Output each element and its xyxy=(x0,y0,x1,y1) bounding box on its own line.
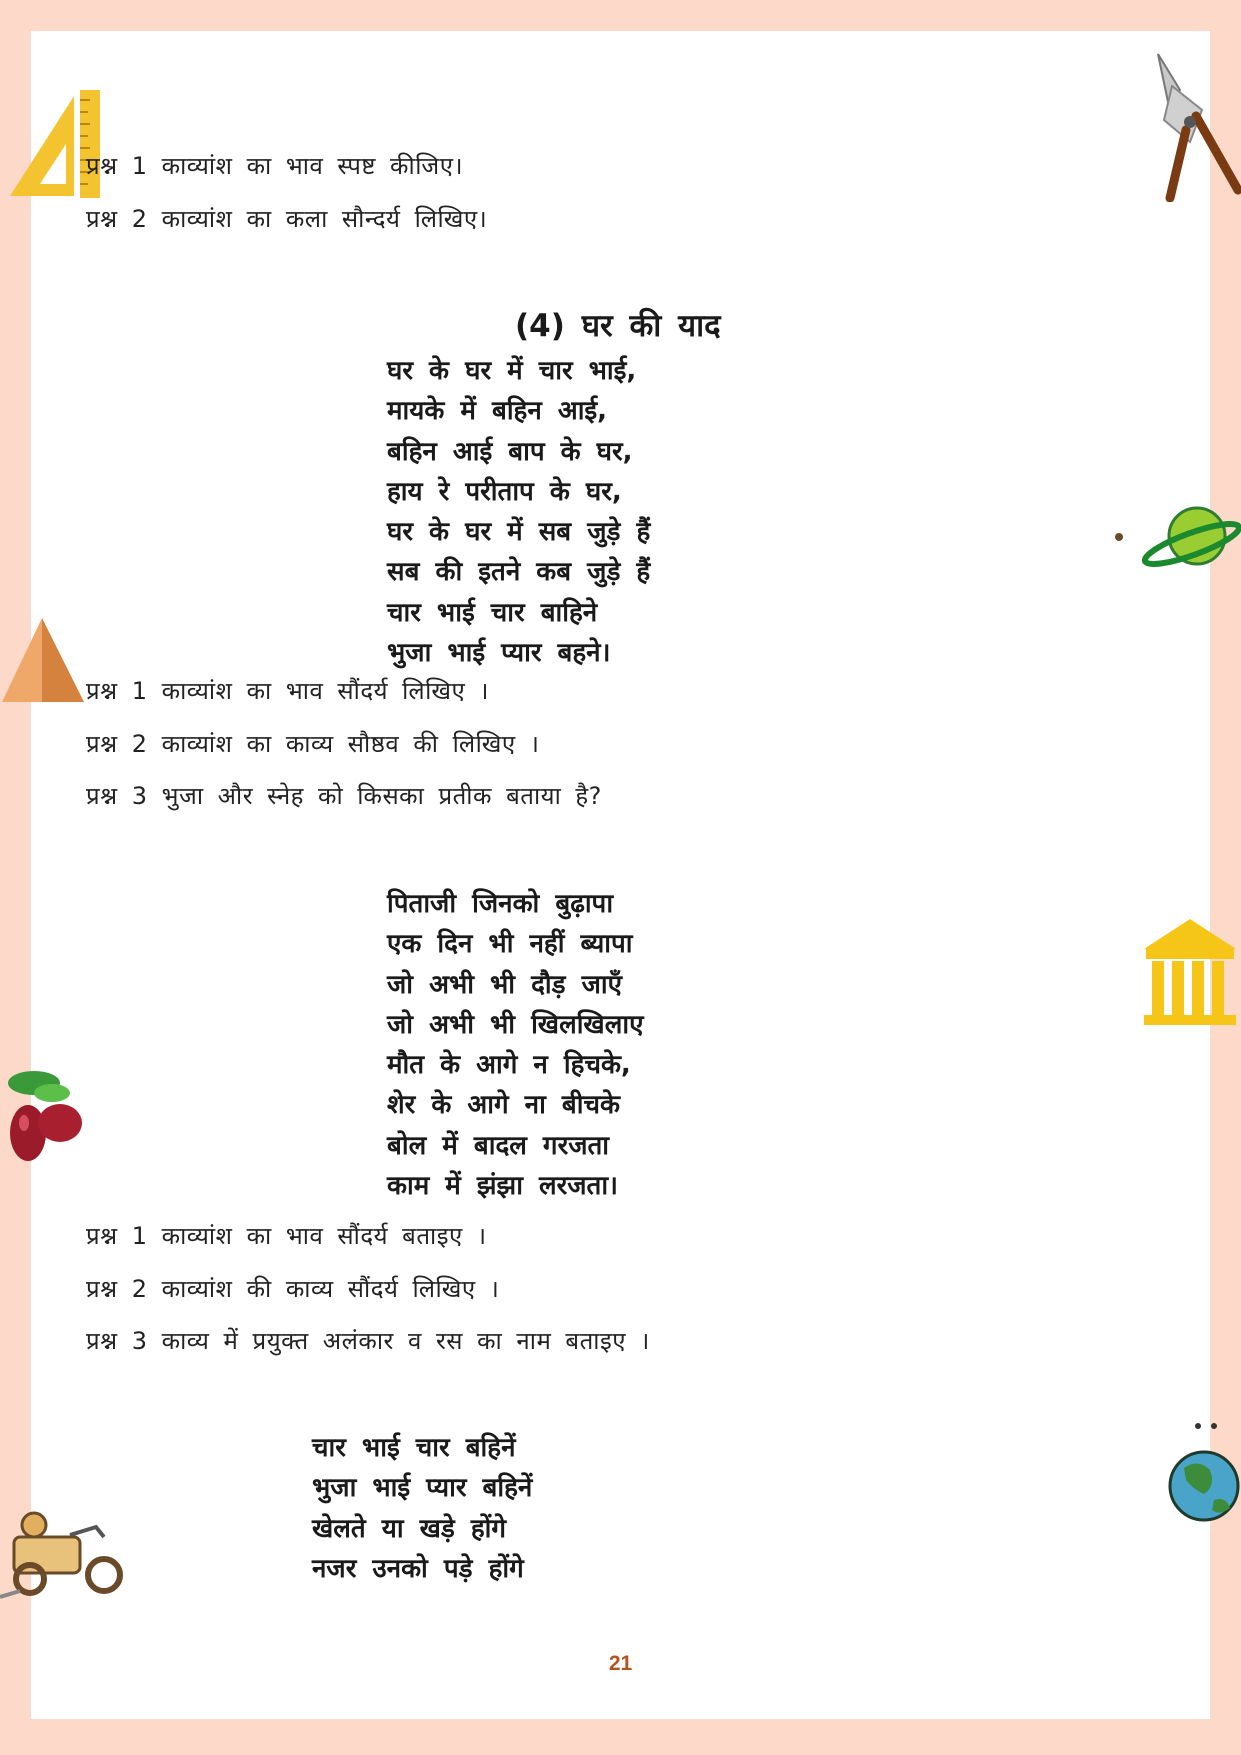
poem-line: बहिन आई बाप के घर, xyxy=(387,436,633,467)
question-set1-3: प्रश्न 3 भुजा और स्नेह को किसका प्रतीक बताया है? xyxy=(86,782,602,810)
poem-stanza-2 xyxy=(387,884,643,1206)
poem-line: हाय रे परीताप के घर, xyxy=(387,476,622,507)
poem-line: चार भाई चार बाहिने xyxy=(387,597,598,628)
page-sheet xyxy=(31,31,1210,1719)
poem-line: खेलते या खड़े होंगे xyxy=(312,1513,507,1544)
cart-icon xyxy=(0,1505,126,1605)
poem-title: (4) घर की याद xyxy=(515,308,721,344)
poem-line: घर के घर में चार भाई, xyxy=(387,356,637,386)
ringed-planet-icon xyxy=(1112,500,1241,574)
poem-line: नजर उनको पड़े होंगे xyxy=(312,1553,524,1584)
greek-temple-icon xyxy=(1140,915,1241,1027)
poem-line: चार भाई चार बहिनें xyxy=(312,1433,516,1463)
poem-line: बोल में बादल गरजता xyxy=(387,1130,610,1161)
poem-line: भुजा भाई प्यार बहने। xyxy=(387,638,611,669)
poem-stanza-1 xyxy=(387,351,650,673)
page-number: 21 xyxy=(608,1652,633,1675)
poem-line: मायके में बहिन आई, xyxy=(387,396,608,427)
set-square-ruler-icon xyxy=(4,88,104,200)
poem-stanza-3 xyxy=(312,1428,532,1589)
poem-line: घर के घर में सब जुड़े हैं xyxy=(387,517,651,548)
poem-line: एक दिन भी नहीं ब्यापा xyxy=(387,929,633,960)
poem-line: मौत के आगे न हिचके, xyxy=(387,1050,631,1081)
question-set2-3: प्रश्न 3 काव्य में प्रयुक्त अलंकार व रस का नाम बताइए । xyxy=(86,1327,650,1355)
pyramid-icon xyxy=(0,614,86,704)
poem-line: भुजा भाई प्यार बहिनें xyxy=(312,1473,533,1504)
poem-line: पिताजी जिनको बुढ़ापा xyxy=(387,889,614,919)
globe-icon xyxy=(1164,1420,1241,1526)
question-set1-1: प्रश्न 1 काव्यांश का भाव सौंदर्य लिखिए । xyxy=(86,677,489,705)
poem-line: जो अभी भी खिलखिलाए xyxy=(387,1009,644,1040)
kidney-bean-icon xyxy=(2,1063,88,1167)
poem-line: काम में झंझा लरजता। xyxy=(387,1171,618,1202)
question-set2-2: प्रश्न 2 काव्यांश की काव्य सौंदर्य लिखिए । xyxy=(86,1275,500,1303)
poem-line: शेर के आगे ना बीचके xyxy=(387,1090,620,1121)
question-set1-2: प्रश्न 2 काव्यांश का काव्य सौष्ठव की लिखिए । xyxy=(86,730,540,758)
poem-line: जो अभी भी दौड़ जाएँ xyxy=(387,969,622,1000)
question-top-2: प्रश्न 2 काव्यांश का कला सौन्दर्य लिखिए। xyxy=(86,205,488,233)
question-set2-1: प्रश्न 1 काव्यांश का भाव सौंदर्य बताइए । xyxy=(86,1222,487,1250)
poem-line: सब की इतने कब जुड़े हैं xyxy=(387,557,651,588)
question-top-1: प्रश्न 1 काव्यांश का भाव स्पष्ट कीजिए। xyxy=(86,152,464,180)
pliers-icon xyxy=(1150,50,1241,202)
